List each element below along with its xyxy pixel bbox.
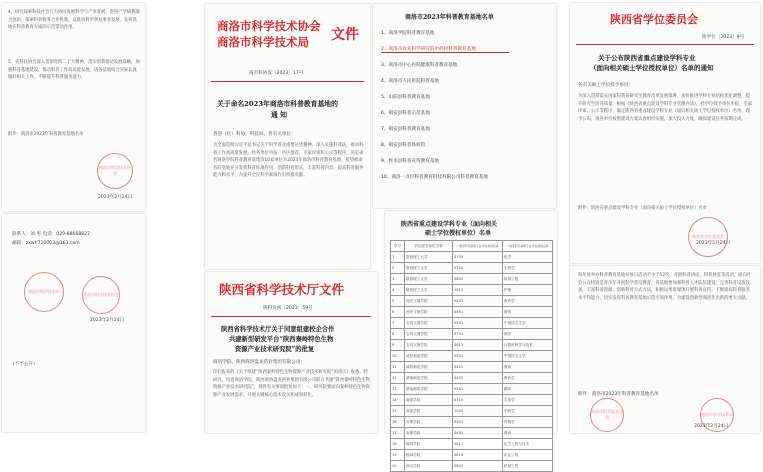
table-cell: 14 (391, 395, 405, 406)
list-item: 4、商洛市人民医院科普基地 (381, 79, 440, 84)
table-row (391, 417, 553, 428)
body-text: 为深入贯彻落实国家和我省研究生教育改革发展部署，加快推进学科专业结构优化调整，提升研究生培养质量，根据《陕西省重点建设学科专业管理办法》，经学位授予单位申报、专家评审、公示等程序，确定陕西省重点建设学科专业（面向相关硕士学位授权单位）名单。现予公布，请各单位按照建设方案认真组织实施，加大投入力度，确保建设任务按期完成。 (578, 94, 753, 122)
table-row (391, 461, 553, 472)
table-cell: 教育 (503, 307, 553, 318)
table-cell: 护理 (503, 285, 553, 296)
table-cell: 宝鸡文理学院 (405, 340, 453, 351)
table-cell: 陕西理工大学 (405, 263, 453, 274)
table-cell: 0401 (453, 373, 503, 384)
discipline-table (390, 240, 553, 472)
table-row (391, 395, 553, 406)
table-cell: 机械工程 (503, 274, 553, 285)
header-line-1: 商洛市科学技术协会 (217, 19, 321, 33)
table-cell: 计算机科学与技术 (503, 340, 553, 351)
table-cell: 0501 (453, 318, 503, 329)
table-cell: 化学工程与技术 (503, 439, 553, 450)
attachment-note: 附件：商洛市2023年科普教育基地名单 (578, 392, 659, 397)
list-item: 5、山阳县科普教育基地 (381, 95, 430, 100)
table-cell: 6 (391, 307, 405, 318)
email-line: 邮箱：zxwh710003@163.com (12, 241, 80, 246)
table-cell: 18 (391, 439, 405, 450)
table-cell: 中药学 (503, 406, 553, 417)
list-item: 6、镇安县科普示范基地 (381, 111, 430, 116)
table-row (391, 428, 553, 439)
table-cell: 0451 (453, 307, 503, 318)
title: 陕西省科学技术厅关于同意组建校企合作 (221, 326, 335, 333)
table-cell: 0451 (453, 428, 503, 439)
official-seal: 商洛市科学技术协会 (82, 276, 120, 314)
document-page-6 (205, 272, 377, 433)
list-item: 3、商洛市中心医院健康科普教育基地 (381, 63, 458, 68)
header-line-2: 商洛市科学技术局 (217, 35, 309, 49)
red-divider (576, 44, 754, 45)
table-cell: 0812 (453, 340, 503, 351)
table-row (391, 318, 553, 329)
table-cell: 陕西理工大学 (405, 274, 453, 285)
footer-note: （不予公开） (10, 362, 38, 367)
table-row (391, 252, 553, 263)
table-row (391, 285, 553, 296)
table-cell: 4 (391, 285, 405, 296)
official-seal: 陕西省学位委员会 (688, 217, 728, 257)
header: 陕西省学位委员会 (610, 13, 698, 26)
table-cell: 西安文理学院 (405, 296, 453, 307)
red-divider (211, 81, 364, 82)
table-row (391, 439, 553, 450)
table-cell: 0501 (453, 351, 503, 362)
list-item: 8、镇安县科普体验馆 (381, 143, 426, 148)
table-cell: 7 (391, 318, 405, 329)
salutation: 商洛学院、陕西商洛盘龙药业集团有限公司： (213, 360, 305, 365)
table-row (391, 406, 553, 417)
document-page-7 (570, 266, 760, 433)
table-row (391, 362, 553, 373)
title: 共建新型研发平台“陕西秦岭特色生物 (229, 336, 334, 343)
table-row (391, 274, 553, 285)
table-cell: 教育学 (503, 296, 553, 307)
table-cell: 8 (391, 329, 405, 340)
table-row (391, 450, 553, 461)
official-seal: 商洛市科学技术局 (700, 398, 734, 432)
column-header: 序号 (391, 241, 405, 252)
table-cell: 1011 (453, 285, 503, 296)
table-cell: 陕西理工大学 (405, 252, 453, 263)
title: 通 知 (271, 111, 287, 119)
header: 陕西省科学技术厅文件 (219, 282, 345, 297)
table-row (391, 307, 553, 318)
table-cell: 数学 (503, 329, 553, 340)
list-item: 7、镇安县科普教育基地 (381, 127, 430, 132)
body-text: 每年度举办科普教育基地开放日活动不少于12次，开展科普讲座、科普展览等活动，面向社会公众特别是青少年开展科学普及教育。各基地要加强科普人才队伍建设，完善科普设施设备，丰富科普资源，创新科普方式方法，积极运用新媒体开展科普宣传，不断提高科普服务水平和能力，切实发挥科普教育基地示范引领作用，为建设创新型商洛作出新的更大贡献。 (578, 273, 752, 301)
table-cell: 机械工程 (503, 461, 553, 472)
table-cell: 咸阳师范学院 (405, 362, 453, 373)
table-cell: 作物学 (503, 417, 553, 428)
table-row (391, 263, 553, 274)
table-cell: 1055 (453, 406, 503, 417)
table-cell: 17 (391, 428, 405, 439)
table-cell: 榆林学院 (405, 450, 453, 461)
table-cell: 0551 (453, 384, 503, 395)
table-cell: 宝鸡文理学院 (405, 329, 453, 340)
paragraph: 5、省科技协会深入贯彻党的二十大精神，落实创新驱动发展战略，加强科普基地建设，推动科普工作高质量发展。请各基地结合实际认真做好相关工作，不断提升科普服务能力。 (8, 60, 140, 81)
table-cell: 咸阳师范学院 (405, 351, 453, 362)
table-row (391, 351, 553, 362)
doc-number: 商市科协发〔2023〕17号 (249, 71, 304, 76)
table-cell: 商洛学院 (405, 406, 453, 417)
table-cell: 0817 (453, 439, 503, 450)
list-item: 9、柞水县科普宣传教育基地 (381, 159, 440, 164)
document-page-4 (570, 3, 760, 263)
table-cell: 安康学院 (405, 417, 453, 428)
list-item: 1、商洛学院科普教育基地 (381, 31, 435, 36)
title: 关于命名2023年商洛市科普教育基地的 (217, 100, 338, 108)
highlight-underline (381, 52, 509, 53)
table-cell: 宝鸡文理学院 (405, 318, 453, 329)
table-cell: 0701 (453, 329, 503, 340)
list-item: 2、商洛市农业科学研究院中药材科普教育基地 (381, 47, 476, 52)
table-cell: 15 (391, 406, 405, 417)
table-cell: 11 (391, 362, 405, 373)
table-cell: 0819 (453, 450, 503, 461)
table-cell: 教育学 (503, 373, 553, 384)
document-page-1-continued (2, 214, 145, 432)
official-seal: 商洛市科学技术局 (24, 272, 64, 312)
table-cell: 陕西理工大学 (405, 285, 453, 296)
table-cell: 12 (391, 373, 405, 384)
table-cell: 教育 (503, 362, 553, 373)
date: 2023年2月24日 (98, 195, 133, 200)
table-row (391, 340, 553, 351)
salutation: 各有关硕士学位授予单位： (578, 83, 634, 88)
header-suffix: 文件 (331, 27, 359, 43)
column-header: 一级学科名称或专业学位类别名称 (503, 241, 553, 252)
document-page-1 (2, 3, 145, 211)
table-cell: 教育 (503, 428, 553, 439)
paragraph: 4、研究探索科技社会互为协同发展科学与产业发展，促进产学研教融合创新，探索科普服务合作机制，以推动科学普及事业发展，发挥基地在科普教育方面的示范带动作用。 (8, 10, 140, 31)
table-cell: 商洛学院 (405, 395, 453, 406)
table-cell: 20 (391, 461, 405, 472)
table-cell: 西京学院 (405, 461, 453, 472)
table-cell: 翻译 (503, 384, 553, 395)
attachment-note: 附件：商洛市2023年科普教育基地名单 (8, 132, 84, 137)
table-row (391, 373, 553, 384)
title: 关于公布陕西省重点建设学科专业 (598, 54, 696, 62)
table-cell: 生物学 (503, 263, 553, 274)
list-title: 商洛市2023年科普教育基地名单 (405, 14, 494, 21)
table-cell: 2 (391, 263, 405, 274)
table-cell: 0401 (453, 296, 503, 307)
document-page-3 (373, 4, 556, 208)
table-cell: 0710 (453, 263, 503, 274)
doc-number: 陕学位〔2023〕9号 (702, 35, 745, 40)
table-cell: 0802 (453, 274, 503, 285)
table-row (391, 296, 553, 307)
salutation: 各县（区）科协、科技局，各有关单位： (213, 132, 296, 137)
document-page-2 (205, 4, 370, 269)
table-cell: 榆林学院 (405, 439, 453, 450)
column-header: 学位授予单位名称 (405, 241, 453, 252)
column-header: 一级学科代码或专业学位类别代码 (453, 241, 503, 252)
date: 2023年2月24日 (694, 424, 729, 429)
table-cell: 渭南师范学院 (405, 384, 453, 395)
table-cell: 5 (391, 296, 405, 307)
attachment-note: 附件：陕西省重点建设学科专业（面向相关硕士学位授权单位）名单 (578, 206, 707, 211)
table-header-row (391, 241, 553, 252)
table-cell: 化学 (503, 252, 553, 263)
official-seal: 商洛市科学技术协会 (590, 398, 624, 432)
table-cell: 矿业工程 (503, 450, 553, 461)
table-cell: 19 (391, 450, 405, 461)
table-cell: 1 (391, 252, 405, 263)
table-cell: 0451 (453, 362, 503, 373)
body-text: 你们报来的《关于组建“陕西秦岭特色生物资源产业技术研究院”的请示》收悉。经研究，同意商洛学院、陕西商洛盘龙药业集团有限公司联合共建“陕西秦岭特色生物资源产业技术研究院”，现将有关事项批复如下：一、研究院要面向秦岭特色生物资源产业发展需求，开展关键核心技术攻关和成果转化。 (213, 370, 370, 398)
table-title: 硕士学位授权单位）名单 (425, 230, 492, 237)
table-row (391, 329, 553, 340)
table-cell: 3 (391, 274, 405, 285)
table-cell: 西安文理学院 (405, 307, 453, 318)
date: 2023年2月24日 (90, 318, 125, 323)
table-cell: 13 (391, 384, 405, 395)
table-cell: 0901 (453, 417, 503, 428)
table-cell: 中国语言文学 (503, 351, 553, 362)
list-item: 10、商洛一点位科普教育科技有限公司科普教育基地 (381, 175, 488, 180)
table-cell: 16 (391, 417, 405, 428)
table-cell: 安康学院 (405, 428, 453, 439)
date: 2023年5月24日 (696, 241, 731, 246)
table-cell: 中国语言文学 (503, 318, 553, 329)
red-divider (211, 316, 371, 317)
title: 资源产业技术研究院”的批复 (235, 346, 315, 353)
title: （面向相关硕士学位授权单位）名单的通知 (590, 64, 714, 72)
body-text: 为全面贯彻习近平总书记关于科学普及重要论述精神，深入实施科普法，推动科普工作高质量发展，经各单位申报、县区推荐、专家评审和公示等程序，决定命名商洛学院科普教育基地等10家单位为2023年商洛市科普教育基地。希望被命名的基地充分发挥科普阵地作用，创新科普形式，丰富科普内容，提高科普服务能力和水平，为提升全民科学素质作出积极贡献。 (213, 143, 364, 179)
table-title: 陕西省重点建设学科专业（面向相关 (401, 221, 498, 228)
doc-number: 陕科发函〔2023〕59号 (263, 306, 313, 311)
table-cell: 9 (391, 340, 405, 351)
contact-line: 联系人：刘 男 电话：029-88668827 (12, 232, 91, 237)
table-cell: 生物学 (503, 395, 553, 406)
table-cell: 10 (391, 351, 405, 362)
document-page-5 (385, 211, 557, 468)
table-cell: 渭南师范学院 (405, 373, 453, 384)
official-seal: 商洛市科学技术协会 (97, 153, 133, 189)
table-row (391, 384, 553, 395)
table-cell: 0802 (453, 461, 503, 472)
table-cell: 0710 (453, 395, 503, 406)
table-cell: 0703 (453, 252, 503, 263)
